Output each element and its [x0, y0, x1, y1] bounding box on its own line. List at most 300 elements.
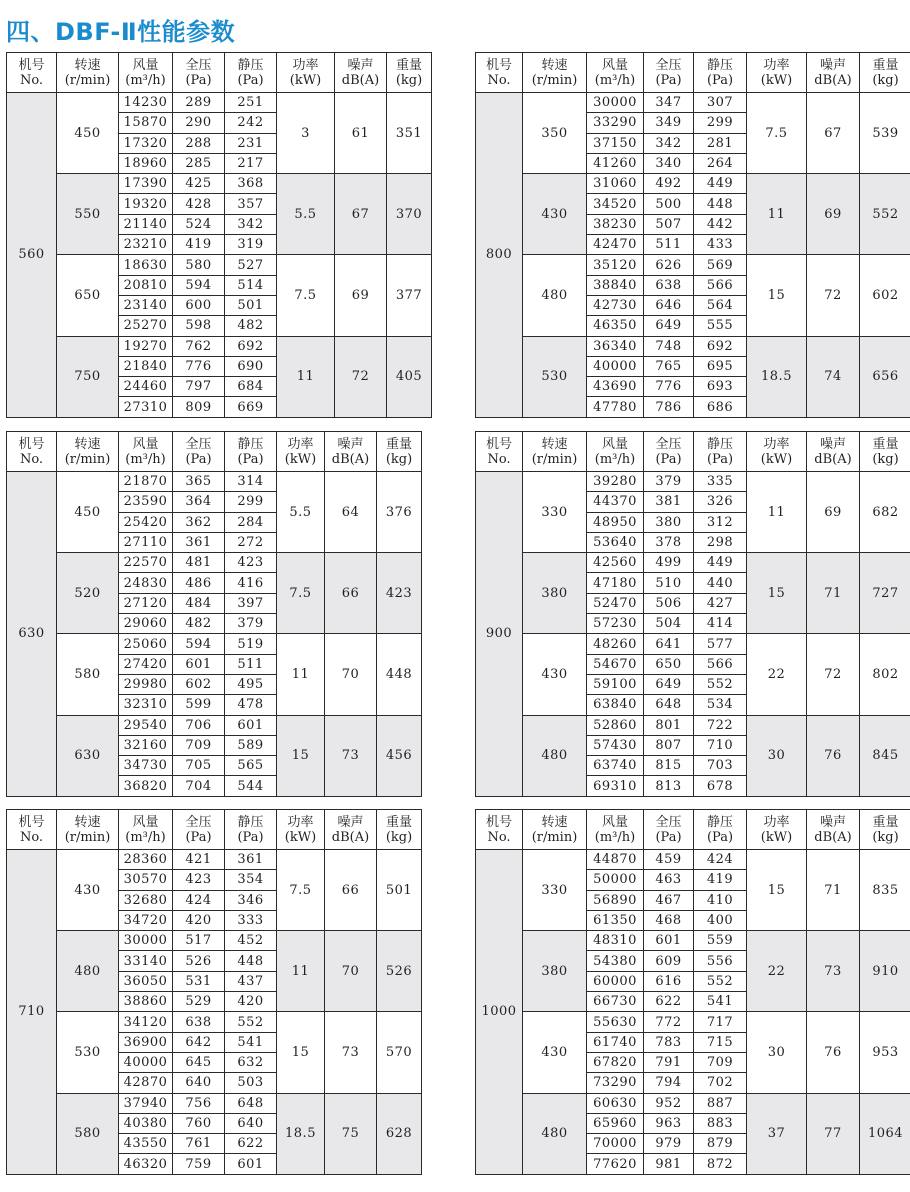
total-pressure-cell: 420	[173, 910, 225, 930]
header-unit: dB(A)	[341, 72, 380, 88]
weight-cell: 448	[377, 634, 422, 715]
weight-cell: 682	[860, 472, 910, 553]
static-pressure-cell: 299	[694, 113, 747, 133]
header-unit: (r/min)	[531, 451, 578, 467]
header-unit: No.	[19, 829, 44, 845]
total-pressure-cell: 626	[644, 255, 694, 275]
flow-cell: 56890	[587, 890, 644, 910]
model-cell: 710	[7, 850, 57, 1175]
header-label: 功率	[763, 57, 790, 73]
static-pressure-cell: 299	[225, 492, 277, 512]
flow-cell: 14230	[119, 93, 173, 113]
weight-cell: 501	[377, 850, 422, 931]
flow-cell: 20810	[119, 275, 173, 295]
static-pressure-cell: 566	[694, 275, 747, 295]
weight-cell: 656	[860, 336, 910, 417]
static-pressure-cell: 552	[225, 1012, 277, 1032]
table-row	[476, 931, 910, 951]
header-label: 全压	[185, 436, 212, 452]
static-pressure-cell: 449	[694, 174, 747, 194]
weight-cell: 423	[377, 553, 422, 634]
static-pressure-cell: 544	[225, 776, 277, 796]
static-pressure-cell: 709	[694, 1052, 747, 1072]
total-pressure-cell: 500	[644, 194, 694, 214]
flow-cell: 36900	[119, 1032, 173, 1052]
table-header-row	[7, 432, 422, 472]
header-label: 全压	[185, 814, 212, 830]
flow-cell: 44370	[587, 492, 644, 512]
header-unit: (r/min)	[531, 829, 578, 845]
flow-cell: 70000	[587, 1134, 644, 1154]
total-pressure-cell: 809	[173, 397, 225, 417]
header-flow	[119, 810, 173, 850]
table-row	[476, 93, 910, 113]
header-unit: (Pa)	[706, 72, 734, 88]
static-pressure-cell: 368	[225, 174, 277, 194]
header-unit: (kW)	[284, 829, 317, 845]
static-pressure-cell: 565	[225, 756, 277, 776]
static-pressure-cell: 361	[225, 850, 277, 870]
speed-cell: 380	[523, 931, 587, 1012]
header-unit: dB(A)	[814, 829, 852, 845]
header-unit: (m³/h)	[125, 829, 166, 845]
total-pressure-cell: 481	[173, 553, 225, 573]
speed-cell: 430	[57, 850, 119, 931]
header-label: 全压	[655, 436, 682, 452]
header-unit: (m³/h)	[125, 72, 166, 88]
weight-cell: 552	[860, 174, 910, 255]
total-pressure-cell: 642	[173, 1032, 225, 1052]
header-unit: No.	[487, 72, 511, 88]
static-pressure-cell: 669	[225, 397, 277, 417]
header-power	[747, 432, 807, 472]
table-row	[7, 93, 432, 113]
flow-cell: 24460	[119, 377, 173, 397]
static-pressure-cell: 684	[225, 377, 277, 397]
flow-cell: 60000	[587, 971, 644, 991]
header-label: 静压	[237, 814, 264, 830]
header-unit: (m³/h)	[594, 451, 636, 467]
noise-cell: 74	[807, 336, 860, 417]
flow-cell: 67820	[587, 1052, 644, 1072]
header-unit: (Pa)	[706, 829, 734, 845]
speed-cell: 530	[523, 336, 587, 417]
total-pressure-cell: 759	[173, 1154, 225, 1174]
flow-cell: 66730	[587, 992, 644, 1012]
flow-cell: 17320	[119, 133, 173, 153]
header-noise	[335, 53, 387, 93]
header-weight	[387, 53, 432, 93]
speed-cell: 430	[523, 634, 587, 715]
total-pressure-cell: 638	[644, 275, 694, 295]
flow-cell: 38860	[119, 992, 173, 1012]
noise-cell: 72	[807, 255, 860, 336]
power-cell: 37	[747, 1093, 807, 1174]
header-noise	[325, 432, 377, 472]
table-row	[7, 850, 422, 870]
header-unit: (kW)	[284, 451, 317, 467]
total-pressure-cell: 362	[173, 512, 225, 532]
header-noise	[325, 810, 377, 850]
static-pressure-cell: 482	[225, 316, 277, 336]
total-pressure-cell: 648	[644, 695, 694, 715]
total-pressure-cell: 381	[644, 492, 694, 512]
static-pressure-cell: 298	[694, 532, 747, 552]
static-pressure-cell: 379	[225, 614, 277, 634]
power-cell: 18.5	[277, 1093, 325, 1174]
flow-cell: 57230	[587, 614, 644, 634]
static-pressure-cell: 354	[225, 870, 277, 890]
power-cell: 5.5	[277, 472, 325, 553]
static-pressure-cell: 423	[225, 553, 277, 573]
flow-cell: 44870	[587, 850, 644, 870]
static-pressure-cell: 419	[694, 870, 747, 890]
header-unit: (r/min)	[64, 72, 111, 88]
total-pressure-cell: 599	[173, 695, 225, 715]
noise-cell: 71	[807, 553, 860, 634]
noise-cell: 73	[325, 715, 377, 796]
static-pressure-cell: 449	[694, 553, 747, 573]
static-pressure-cell: 601	[225, 715, 277, 735]
flow-cell: 23210	[119, 235, 173, 255]
total-pressure-cell: 783	[644, 1032, 694, 1052]
power-cell: 15	[277, 715, 325, 796]
table-header-row	[476, 810, 910, 850]
static-pressure-cell: 346	[225, 890, 277, 910]
total-pressure-cell: 510	[644, 573, 694, 593]
static-pressure-cell: 887	[694, 1093, 747, 1113]
speed-cell: 430	[523, 174, 587, 255]
static-pressure-cell: 577	[694, 634, 747, 654]
total-pressure-cell: 504	[644, 614, 694, 634]
header-unit: dB(A)	[331, 829, 370, 845]
header-power	[277, 432, 325, 472]
noise-cell: 69	[335, 255, 387, 336]
power-cell: 22	[747, 634, 807, 715]
total-pressure-cell: 748	[644, 336, 694, 356]
weight-cell: 376	[377, 472, 422, 553]
power-cell: 3	[277, 93, 335, 174]
header-model	[476, 810, 523, 850]
total-pressure-cell: 380	[644, 512, 694, 532]
table-row	[476, 1012, 910, 1032]
total-pressure-cell: 524	[173, 214, 225, 234]
header-label: 重量	[872, 57, 899, 73]
total-pressure-cell: 285	[173, 153, 225, 173]
header-unit: (Pa)	[185, 829, 212, 845]
header-unit: (Pa)	[237, 451, 264, 467]
header-label: 风量	[132, 814, 159, 830]
total-pressure-cell: 288	[173, 133, 225, 153]
noise-cell: 66	[325, 850, 377, 931]
total-pressure-cell: 963	[644, 1113, 694, 1133]
header-weight	[860, 432, 910, 472]
static-pressure-cell: 272	[225, 532, 277, 552]
flow-cell: 38840	[587, 275, 644, 295]
weight-cell: 351	[387, 93, 432, 174]
header-unit: (kg)	[395, 72, 423, 88]
header-label: 静压	[237, 57, 264, 73]
header-static-pressure	[694, 810, 747, 850]
weight-cell: 953	[860, 1012, 910, 1093]
flow-cell: 42560	[587, 553, 644, 573]
header-unit: dB(A)	[814, 72, 852, 88]
static-pressure-cell: 695	[694, 356, 747, 376]
total-pressure-cell: 467	[644, 890, 694, 910]
total-pressure-cell: 756	[173, 1093, 225, 1113]
table-header-row	[7, 810, 422, 850]
static-pressure-cell: 424	[694, 850, 747, 870]
flow-cell: 43550	[119, 1134, 173, 1154]
total-pressure-cell: 762	[173, 336, 225, 356]
static-pressure-cell: 357	[225, 194, 277, 214]
table-row	[476, 1093, 910, 1113]
power-cell: 15	[277, 1012, 325, 1093]
flow-cell: 36340	[587, 336, 644, 356]
header-weight	[377, 432, 422, 472]
speed-cell: 480	[57, 931, 119, 1012]
total-pressure-cell: 794	[644, 1073, 694, 1093]
total-pressure-cell: 786	[644, 397, 694, 417]
total-pressure-cell: 649	[644, 674, 694, 694]
total-pressure-cell: 361	[173, 532, 225, 552]
weight-cell: 835	[860, 850, 910, 931]
header-label: 转速	[541, 814, 568, 830]
static-pressure-cell: 566	[694, 654, 747, 674]
header-unit: (Pa)	[655, 451, 682, 467]
header-label: 转速	[541, 57, 568, 73]
header-label: 转速	[74, 436, 101, 452]
header-unit: (Pa)	[655, 829, 682, 845]
header-speed	[57, 810, 119, 850]
header-unit: dB(A)	[814, 451, 852, 467]
flow-cell: 39280	[587, 472, 644, 492]
static-pressure-cell: 478	[225, 695, 277, 715]
total-pressure-cell: 379	[644, 472, 694, 492]
flow-cell: 27420	[119, 654, 173, 674]
flow-cell: 21140	[119, 214, 173, 234]
speed-cell: 530	[57, 1012, 119, 1093]
model-cell: 900	[476, 472, 523, 797]
total-pressure-cell: 801	[644, 715, 694, 735]
static-pressure-cell: 601	[225, 1154, 277, 1174]
spec-table	[6, 431, 422, 797]
flow-cell: 54380	[587, 951, 644, 971]
speed-cell: 550	[57, 174, 119, 255]
header-label: 机号	[485, 814, 512, 830]
header-unit: dB(A)	[331, 451, 370, 467]
total-pressure-cell: 506	[644, 593, 694, 613]
total-pressure-cell: 365	[173, 472, 225, 492]
speed-cell: 350	[523, 93, 587, 174]
flow-cell: 28360	[119, 850, 173, 870]
header-label: 风量	[601, 57, 628, 73]
total-pressure-cell: 364	[173, 492, 225, 512]
total-pressure-cell: 290	[173, 113, 225, 133]
static-pressure-cell: 319	[225, 235, 277, 255]
static-pressure-cell: 622	[225, 1134, 277, 1154]
flow-cell: 23590	[119, 492, 173, 512]
static-pressure-cell: 501	[225, 295, 277, 315]
header-unit: (kW)	[760, 72, 793, 88]
noise-cell: 64	[325, 472, 377, 553]
spec-table	[475, 431, 910, 797]
static-pressure-cell: 541	[225, 1032, 277, 1052]
header-label: 噪声	[347, 57, 374, 73]
header-unit: (r/min)	[531, 72, 578, 88]
flow-cell: 25270	[119, 316, 173, 336]
power-cell: 11	[747, 174, 807, 255]
flow-cell: 47180	[587, 573, 644, 593]
header-label: 噪声	[819, 436, 846, 452]
power-cell: 11	[277, 931, 325, 1012]
static-pressure-cell: 883	[694, 1113, 747, 1133]
header-label: 功率	[292, 57, 319, 73]
header-total-pressure	[173, 810, 225, 850]
flow-cell: 27120	[119, 593, 173, 613]
header-unit: (kg)	[872, 451, 899, 467]
flow-cell: 42730	[587, 295, 644, 315]
header-power	[277, 53, 335, 93]
flow-cell: 25420	[119, 512, 173, 532]
noise-cell: 73	[807, 931, 860, 1012]
total-pressure-cell: 424	[173, 890, 225, 910]
header-unit: (kg)	[872, 829, 899, 845]
header-label: 噪声	[819, 814, 846, 830]
static-pressure-cell: 495	[225, 674, 277, 694]
static-pressure-cell: 231	[225, 133, 277, 153]
total-pressure-cell: 776	[644, 377, 694, 397]
table-header-row	[476, 53, 910, 93]
static-pressure-cell: 519	[225, 634, 277, 654]
total-pressure-cell: 342	[644, 133, 694, 153]
static-pressure-cell: 314	[225, 472, 277, 492]
total-pressure-cell: 463	[644, 870, 694, 890]
power-cell: 30	[747, 715, 807, 796]
noise-cell: 70	[325, 634, 377, 715]
header-unit: No.	[19, 72, 44, 88]
model-cell: 560	[7, 93, 57, 418]
flow-cell: 38230	[587, 214, 644, 234]
static-pressure-cell: 416	[225, 573, 277, 593]
speed-cell: 580	[57, 634, 119, 715]
header-label: 全压	[655, 814, 682, 830]
flow-cell: 36820	[119, 776, 173, 796]
flow-cell: 57430	[587, 735, 644, 755]
flow-cell: 36050	[119, 971, 173, 991]
header-model	[7, 432, 57, 472]
header-label: 功率	[287, 436, 314, 452]
static-pressure-cell: 312	[694, 512, 747, 532]
static-pressure-cell: 284	[225, 512, 277, 532]
static-pressure-cell: 686	[694, 397, 747, 417]
table-row	[7, 1093, 422, 1113]
flow-cell: 54670	[587, 654, 644, 674]
header-total-pressure	[644, 432, 694, 472]
total-pressure-cell: 594	[173, 634, 225, 654]
static-pressure-cell: 433	[694, 235, 747, 255]
header-unit: (m³/h)	[594, 72, 636, 88]
total-pressure-cell: 594	[173, 275, 225, 295]
weight-cell: 570	[377, 1012, 422, 1093]
header-label: 风量	[601, 814, 628, 830]
static-pressure-cell: 420	[225, 992, 277, 1012]
total-pressure-cell: 517	[173, 931, 225, 951]
header-label: 重量	[385, 814, 412, 830]
header-label: 机号	[18, 436, 45, 452]
static-pressure-cell: 872	[694, 1154, 747, 1174]
flow-cell: 52470	[587, 593, 644, 613]
flow-cell: 61740	[587, 1032, 644, 1052]
header-label: 噪声	[337, 436, 364, 452]
noise-cell: 77	[807, 1093, 860, 1174]
header-label: 风量	[132, 436, 159, 452]
total-pressure-cell: 706	[173, 715, 225, 735]
flow-cell: 73290	[587, 1073, 644, 1093]
static-pressure-cell: 427	[694, 593, 747, 613]
total-pressure-cell: 622	[644, 992, 694, 1012]
total-pressure-cell: 797	[173, 377, 225, 397]
static-pressure-cell: 555	[694, 316, 747, 336]
flow-cell: 18960	[119, 153, 173, 173]
flow-cell: 23140	[119, 295, 173, 315]
flow-cell: 60630	[587, 1093, 644, 1113]
static-pressure-cell: 307	[694, 93, 747, 113]
noise-cell: 76	[807, 1012, 860, 1093]
power-cell: 5.5	[277, 174, 335, 255]
static-pressure-cell: 717	[694, 1012, 747, 1032]
header-total-pressure	[173, 53, 225, 93]
header-total-pressure	[173, 432, 225, 472]
total-pressure-cell: 649	[644, 316, 694, 336]
model-cell: 1000	[476, 850, 523, 1175]
header-label: 机号	[485, 57, 512, 73]
total-pressure-cell: 507	[644, 214, 694, 234]
table-header-row	[476, 432, 910, 472]
power-cell: 22	[747, 931, 807, 1012]
speed-cell: 480	[523, 1093, 587, 1174]
total-pressure-cell: 468	[644, 910, 694, 930]
total-pressure-cell: 760	[173, 1113, 225, 1133]
header-label: 转速	[541, 436, 568, 452]
header-unit: No.	[487, 451, 511, 467]
power-cell: 7.5	[277, 255, 335, 336]
total-pressure-cell: 650	[644, 654, 694, 674]
total-pressure-cell: 484	[173, 593, 225, 613]
flow-cell: 30570	[119, 870, 173, 890]
noise-cell: 69	[807, 174, 860, 255]
table-row	[7, 553, 422, 573]
table-row	[7, 255, 432, 275]
flow-cell: 63740	[587, 756, 644, 776]
total-pressure-cell: 580	[173, 255, 225, 275]
header-noise	[807, 810, 860, 850]
table-row	[476, 715, 910, 735]
model-cell: 800	[476, 93, 523, 418]
total-pressure-cell: 979	[644, 1134, 694, 1154]
total-pressure-cell: 609	[644, 951, 694, 971]
header-label: 功率	[763, 436, 790, 452]
total-pressure-cell: 419	[173, 235, 225, 255]
total-pressure-cell: 526	[173, 951, 225, 971]
spec-table	[475, 52, 910, 418]
power-cell: 30	[747, 1012, 807, 1093]
table-row	[476, 850, 910, 870]
speed-cell: 520	[57, 553, 119, 634]
weight-cell: 845	[860, 715, 910, 796]
header-unit: (kW)	[289, 72, 322, 88]
total-pressure-cell: 641	[644, 634, 694, 654]
